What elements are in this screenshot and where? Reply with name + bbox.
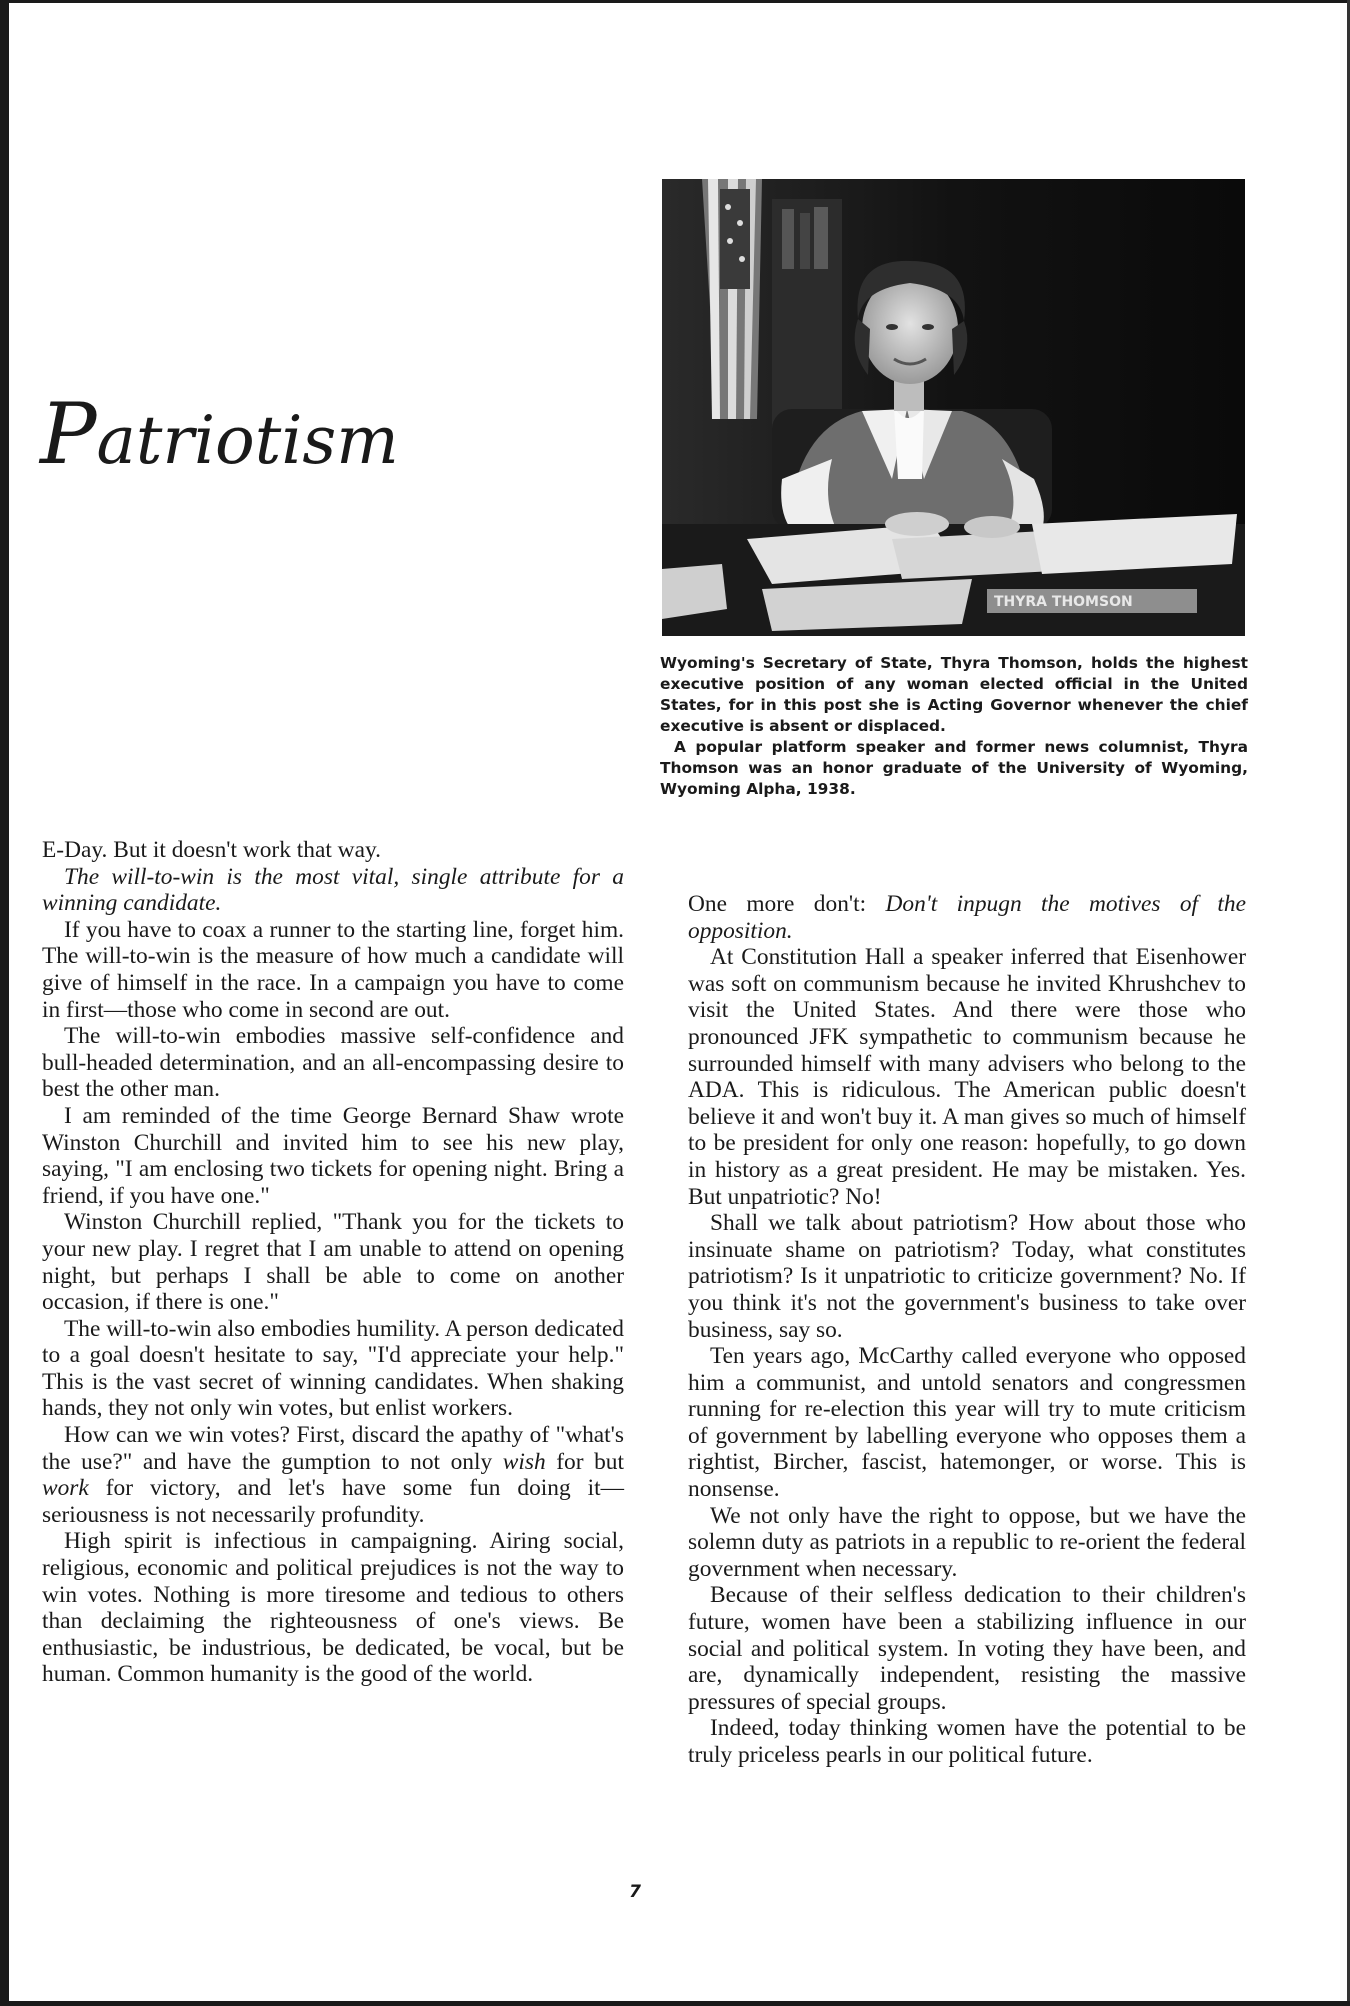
left-paragraph-8-part-c: for but [545, 1448, 624, 1475]
left-paragraph-8-part-a: How can we win votes? First, discard the apathy of "what's the use?" and have the gumption to not only [42, 1422, 624, 1475]
left-paragraph-8-wish: wish [502, 1448, 546, 1475]
page-title [40, 385, 399, 483]
left-paragraph-4: The will-to-win embodies massive self-confidence and bull-headed determination, and an all-encompassing desire to best the other man. [42, 1023, 624, 1103]
right-paragraph-6: Because of their selfless dedication to their children's future, women have been a stabilizing influence in our social and political system. In voting they have been, and are, dynamically independent, resisting the massive pressures of special groups. [688, 1582, 1246, 1715]
left-paragraph-2 [42, 864, 624, 917]
right-paragraph-4: Ten years ago, McCarthy called everyone who opposed him a communist, and untold senators and congressmen running for re-election this year will try to mute criticism of government by labelling everyone who opposes them a rightist, Bircher, fascist, hatemonger, or worse. This is nonsense. [688, 1343, 1246, 1503]
left-paragraph-8-work: work [42, 1475, 89, 1502]
right-paragraph-5: We not only have the right to oppose, but we have the solemn duty as patriots in a republic to re-orient the federal government when necessary. [688, 1502, 1246, 1582]
left-paragraph-2-text: The will-to-win is the most vital, single attribute for a winning candidate. [42, 863, 624, 917]
title-initial: P [40, 385, 97, 483]
left-paragraph-5: I am reminded of the time George Bernard Shaw wrote Winston Churchill and invited him to see his new play, saying, "I am enclosing two tickets for opening night. Bring a friend, if you have one." [42, 1102, 624, 1209]
left-paragraph-3: If you have to coax a runner to the starting line, forget him. The will-to-win is the measure of how much a candidate will give of himself in the race. In a campaign you have to come in first—those who come in second are out. [42, 916, 624, 1023]
left-paragraph-6: Winston Churchill replied, "Thank you for the tickets to your new play. I regret that I am unable to attend on opening night, but perhaps I shall be able to come on another occasion, if there is one." [42, 1209, 624, 1316]
scan-edge-bottom [0, 2001, 1350, 2006]
portrait-photo [662, 179, 1245, 636]
scan-edge-left [0, 0, 9, 2006]
right-paragraph-1 [688, 891, 1246, 944]
nameplate-text: THYRA THOMSON [994, 594, 1133, 610]
scan-edge-top [0, 0, 1350, 3]
left-paragraph-7: The will-to-win also embodies humility. A person dedicated to a goal doesn't hesitate to say, "I'd appreciate your help." This is the vast secret of winning candidates. When shaking hands, they not only win votes, but enlist workers. [42, 1315, 624, 1422]
left-column [42, 837, 624, 1688]
photo-caption [660, 653, 1248, 800]
page-number: 7 [629, 1882, 641, 1902]
left-paragraph-8 [42, 1422, 624, 1528]
left-paragraph-1: E-Day. But it doesn't work that way. [42, 837, 381, 863]
portrait-illustration [662, 179, 1245, 636]
right-paragraph-3: Shall we talk about patriotism? How about those who insinuate shame on patriotism? Today, what constitutes patriotism? Is it unpatriotic to criticize government? No. If you think it's not the government's business to take over business, say so. [688, 1210, 1246, 1343]
right-column [688, 891, 1246, 1769]
caption-paragraph-2: A popular platform speaker and former news columnist, Thyra Thomson was an honor graduate of the University of Wyoming, Wyoming Alpha, 1938. [660, 738, 1248, 798]
right-paragraph-2: At Constitution Hall a speaker inferred that Eisenhower was soft on communism because he invited Khrushchev to visit the United States. And there were those who pronounced JFK sympathetic to communism because he surrounded himself with many advisers who belong to the ADA. This is ridiculous. The American public doesn't believe it and won't buy it. A man gives so much of himself to be president for only one reason: hopefully, to go down in history as a great president. He may be mistaken. Yes. But unpatriotic? No! [688, 944, 1246, 1210]
right-paragraph-1-lead: One more don't: [688, 891, 886, 917]
right-paragraph-7: Indeed, today thinking women have the potential to be truly priceless pearls in our political future. [688, 1715, 1246, 1768]
title-rest: atriotism [96, 402, 399, 479]
caption-paragraph-1: Wyoming's Secretary of State, Thyra Thomson, holds the highest executive position of any woman elected official in the United States, for in this post she is Acting Governor whenever the chief executive is absent or displaced. [660, 654, 1248, 735]
left-paragraph-8-part-e: for victory, and let's have some fun doing it—seriousness is not necessarily profundity. [42, 1475, 624, 1528]
left-paragraph-9: High spirit is infectious in campaigning. Airing social, religious, economic and political prejudices is not the way to win votes. Nothing is more tiresome and tedious to others than declaiming the righteousness of one's views. Be enthusiastic, be industrious, be dedicated, be vocal, but be human. Common humanity is the good of the world. [42, 1528, 624, 1688]
right-paragraph-1-italic: Don't inpugn the motives of the opposition. [688, 891, 1246, 944]
